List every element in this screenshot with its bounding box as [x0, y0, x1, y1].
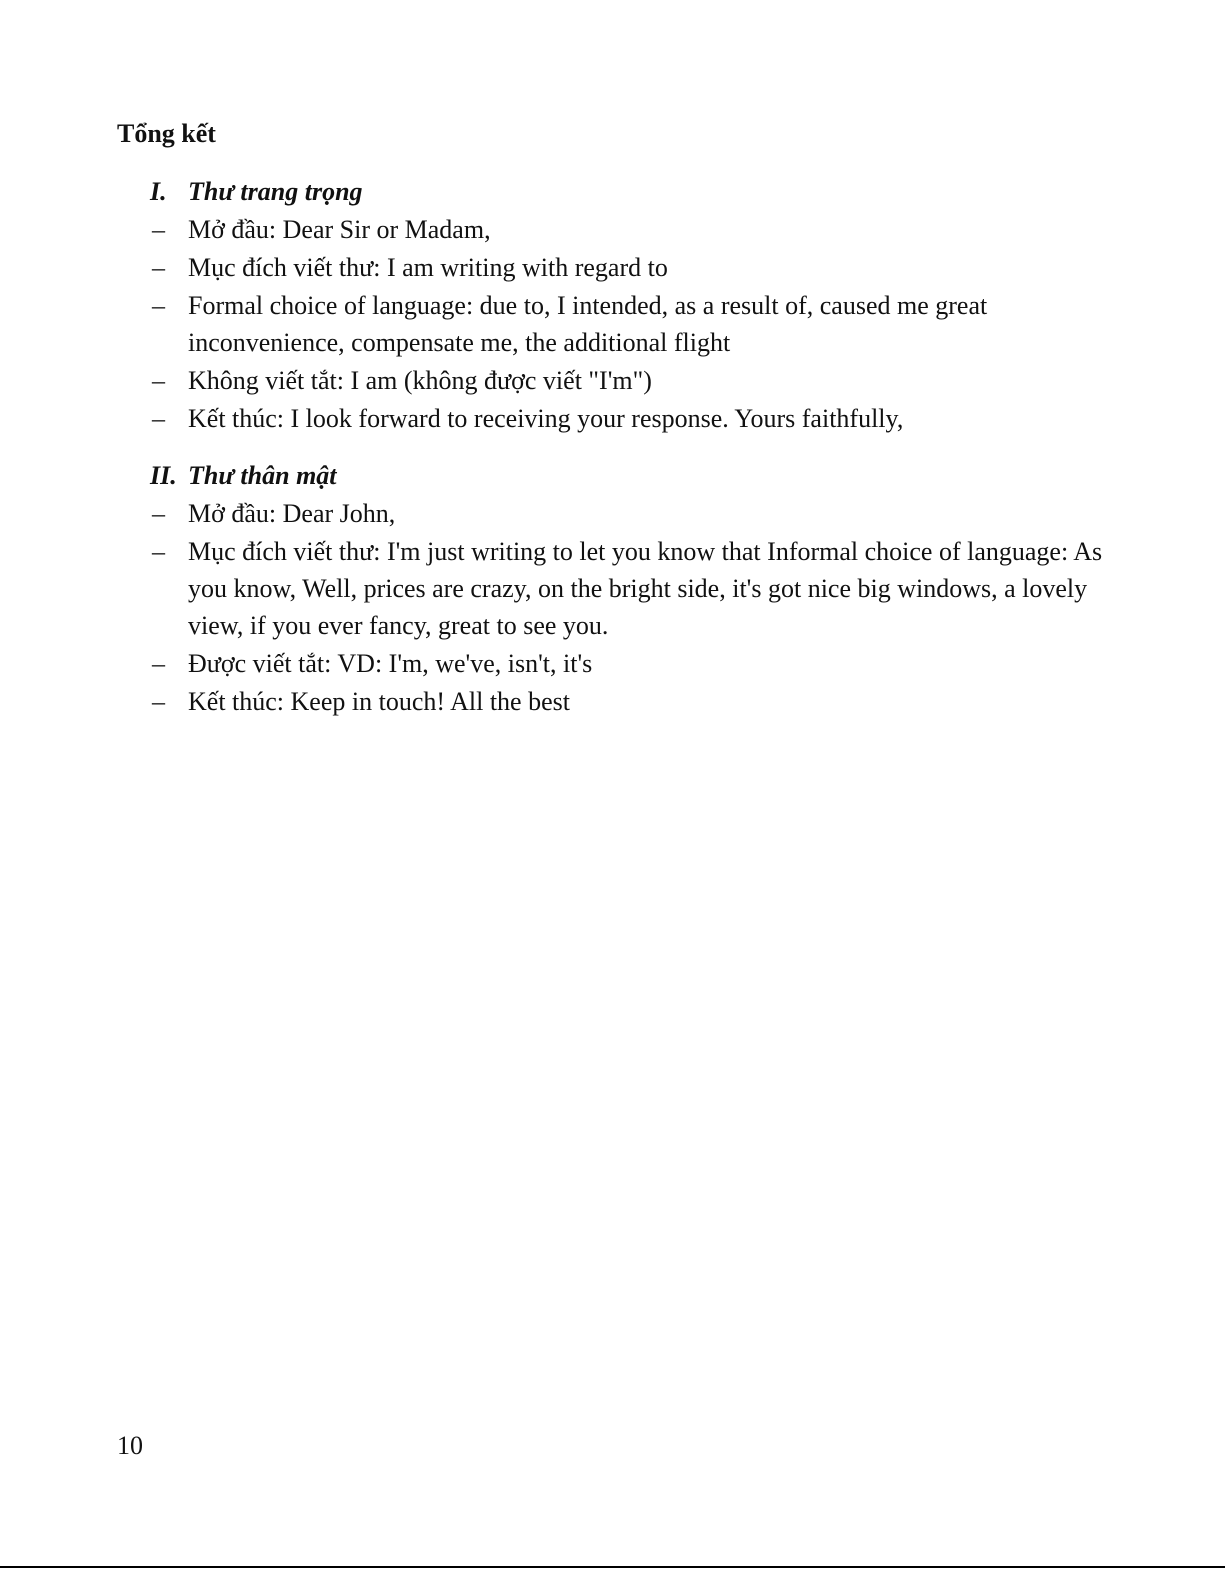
list-item-text: Mở đầu: Dear John, — [188, 499, 396, 528]
list-item-text: Mục đích viết thư: I am writing with regard to — [188, 253, 668, 282]
list-item-text: Kết thúc: I look forward to receiving your response. Yours faithfully, — [188, 404, 904, 433]
bullet-list — [150, 211, 1110, 437]
section-numeral: II. — [150, 461, 177, 490]
page-title: Tổng kết — [117, 119, 216, 148]
section-heading-text: Thư trang trọng — [188, 177, 363, 206]
dash-bullet: – — [152, 649, 165, 678]
dash-bullet: – — [152, 291, 165, 320]
list-item-text: Mục đích viết thư: I'm just writing to let you know that Informal choice of language: As you know, Well, prices are crazy, on the bright side, it's got nice big windows, a lovely view, if you ever fancy, great to see you. — [188, 537, 1103, 640]
page-number: 10 — [117, 1431, 143, 1460]
section-heading-text: Thư thân mật — [188, 461, 337, 490]
dash-bullet: – — [152, 215, 165, 244]
dash-bullet: – — [152, 687, 165, 716]
section-heading — [150, 173, 1110, 211]
dash-bullet: – — [152, 499, 165, 528]
list-item-text: Kết thúc: Keep in touch! All the best — [188, 687, 570, 716]
list-item — [150, 495, 1110, 532]
list-item — [150, 683, 1110, 720]
list-item — [150, 287, 1110, 361]
page-bottom-rule — [0, 1566, 1225, 1568]
list-item — [150, 645, 1110, 682]
bullet-list — [150, 495, 1110, 720]
list-item — [150, 362, 1110, 399]
dash-bullet: – — [152, 537, 165, 566]
list-item-text: Formal choice of language: due to, I intended, as a result of, caused me great inconvenience, compensate me, the additional flight — [188, 291, 988, 357]
section-informal-letter — [150, 457, 1110, 721]
list-item-text: Được viết tắt: VD: I'm, we've, isn't, it's — [188, 649, 593, 678]
list-item — [150, 249, 1110, 286]
section-numeral: I. — [150, 177, 167, 206]
section-formal-letter — [150, 173, 1110, 438]
list-item — [150, 533, 1110, 644]
dash-bullet: – — [152, 253, 165, 282]
dash-bullet: – — [152, 404, 165, 433]
list-item-text: Mở đầu: Dear Sir or Madam, — [188, 215, 491, 244]
dash-bullet: – — [152, 366, 165, 395]
list-item — [150, 400, 1110, 437]
section-heading — [150, 457, 1110, 495]
list-item-text: Không viết tắt: I am (không được viết "I'm") — [188, 366, 652, 395]
list-item — [150, 211, 1110, 248]
